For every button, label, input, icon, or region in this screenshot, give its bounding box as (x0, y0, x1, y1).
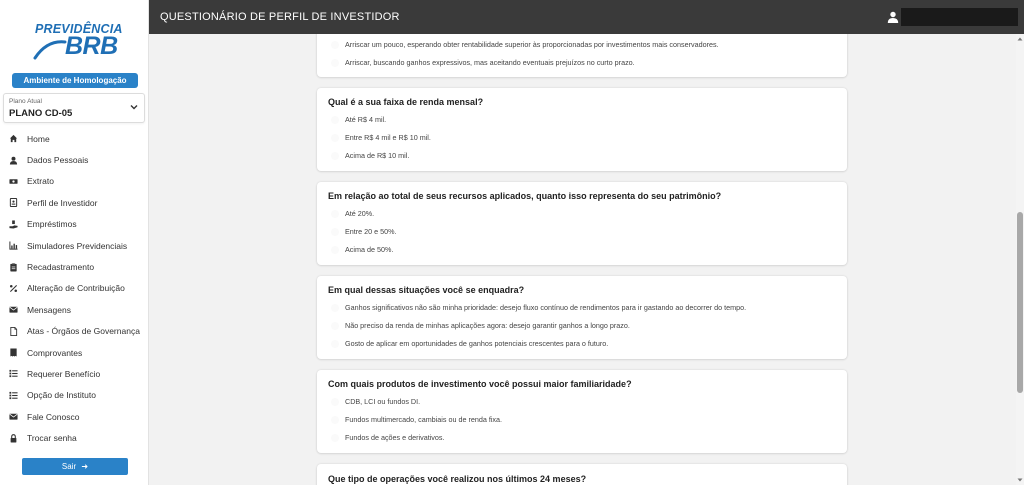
question-card (317, 182, 847, 265)
question-card (317, 34, 847, 77)
receipt-icon (9, 348, 18, 357)
previdencia-brb-logo (33, 20, 123, 66)
radio-button[interactable] (331, 152, 339, 160)
home-icon (9, 134, 18, 143)
option-text: Arriscar, buscando ganhos expressivos, mas aceitando eventuais prejuízos no curto prazo. (345, 58, 635, 67)
page-title: QUESTIONÁRIO DE PERFIL DE INVESTIDOR (160, 11, 400, 23)
list-icon (9, 391, 18, 400)
radio-button[interactable] (331, 246, 339, 254)
sidebar-item-label: Mensagens (27, 304, 71, 315)
sidebar-item-label: Empréstimos (27, 219, 77, 230)
option-text: Até R$ 4 mil. (345, 115, 387, 124)
money-icon (9, 177, 18, 186)
sidebar-item-perfil-de-investidor[interactable] (0, 192, 149, 213)
sidebar-item-label: Home (27, 133, 50, 144)
sidebar-item-atas-orgaos-de-governanca[interactable] (0, 321, 149, 342)
option-text: Até 20%. (345, 209, 375, 218)
option-text: Ganhos significativos não são minha prioridade: desejo fluxo contínuo de rendimentos para ir gastando ao decorrer do tempo. (345, 303, 747, 312)
radio-button[interactable] (331, 116, 339, 124)
question-card (317, 88, 847, 171)
id-card-icon (9, 198, 18, 207)
logout-label: Sair (61, 462, 77, 471)
radio-button[interactable] (331, 416, 339, 424)
sidebar-item-trocar-senha[interactable] (0, 427, 149, 448)
answer-option[interactable] (331, 303, 746, 312)
plan-label: Plano Atual (9, 98, 42, 105)
option-text: Entre 20 e 50%. (345, 227, 397, 236)
clipboard-icon (9, 263, 18, 272)
radio-button[interactable] (331, 434, 339, 442)
answer-option[interactable] (331, 245, 393, 254)
sidebar-item-dados-pessoais[interactable] (0, 149, 149, 170)
logo-line2: BRB (65, 32, 118, 60)
question-card (317, 370, 847, 453)
logout-button[interactable] (22, 458, 128, 475)
sidebar-item-label: Perfil de Investidor (27, 197, 98, 208)
sidebar-item-opcao-de-instituto[interactable] (0, 385, 149, 406)
sidebar-menu (0, 128, 149, 449)
lock-icon (9, 434, 18, 443)
sidebar-item-extrato[interactable] (0, 171, 149, 192)
plan-value: PLANO CD-05 (9, 108, 73, 119)
option-text: CDB, LCI ou fundos DI. (345, 397, 421, 406)
logo-line1: PREVIDÊNCIA (35, 22, 123, 36)
sidebar-item-label: Recadastramento (27, 262, 95, 273)
chart-icon (9, 241, 18, 250)
question-title: Em relação ao total de seus recursos aplicados, quanto isso representa do seu patrimônio? (328, 191, 722, 201)
sidebar-item-label: Extrato (27, 176, 54, 187)
logo-swoosh-icon (33, 36, 67, 62)
user-icon (9, 156, 18, 165)
sidebar-item-simuladores-previdenciais[interactable] (0, 235, 149, 256)
option-text: Acima de 50%. (345, 245, 394, 254)
sidebar-item-label: Alteração de Contribuição (27, 283, 125, 294)
sidebar-item-alteracao-de-contribuicao[interactable] (0, 278, 149, 299)
answer-option[interactable] (331, 433, 445, 442)
radio-button[interactable] (331, 398, 339, 406)
scroll-up-arrow-icon[interactable] (1017, 36, 1023, 42)
hand-money-icon (9, 220, 18, 229)
answer-option[interactable] (331, 115, 386, 124)
sidebar-item-label: Trocar senha (27, 433, 77, 444)
sidebar-item-label: Requerer Benefício (27, 368, 101, 379)
option-text: Fundos multimercado, cambiais ou de renda fixa. (345, 415, 503, 424)
answer-option[interactable] (331, 209, 374, 218)
sidebar-item-mensagens[interactable] (0, 299, 149, 320)
radio-button[interactable] (331, 210, 339, 218)
document-icon (9, 327, 18, 336)
sign-out-icon: ➜ (81, 462, 89, 471)
answer-option[interactable] (331, 151, 409, 160)
radio-button[interactable] (331, 41, 339, 49)
radio-button[interactable] (331, 322, 339, 330)
sidebar-item-label: Fale Conosco (27, 411, 80, 422)
option-text: Não preciso da renda de minhas aplicações agora: desejo garantir ganhos a longo prazo. (345, 321, 630, 330)
chevron-down-icon (129, 102, 139, 112)
envelope-icon (9, 305, 18, 314)
question-card (317, 276, 847, 359)
sidebar-item-comprovantes[interactable] (0, 342, 149, 363)
sidebar-item-label: Atas - Órgãos de Governança (27, 326, 140, 337)
answer-option[interactable] (331, 58, 635, 67)
question-title: Com quais produtos de investimento você possui maior familiaridade? (328, 379, 632, 389)
scrollbar-thumb[interactable] (1017, 212, 1023, 393)
questionnaire-content (149, 34, 1024, 485)
sidebar-item-label: Opção de Instituto (27, 390, 96, 401)
radio-button[interactable] (331, 340, 339, 348)
envelope-icon (9, 412, 18, 421)
sidebar-item-emprestimos[interactable] (0, 214, 149, 235)
list-icon (9, 369, 18, 378)
user-name-redacted[interactable] (901, 8, 1018, 26)
percent-icon (9, 284, 18, 293)
scroll-down-arrow-icon[interactable] (1017, 477, 1023, 483)
question-title: Que tipo de operações você realizou nos últimos 24 meses? (328, 474, 587, 484)
radio-button[interactable] (331, 228, 339, 236)
plan-selector[interactable] (3, 93, 145, 123)
question-title: Em qual dessas situações você se enquadra? (328, 285, 525, 295)
option-text: Entre R$ 4 mil e R$ 10 mil. (345, 133, 431, 142)
answer-option[interactable] (331, 321, 630, 330)
sidebar-item-label: Comprovantes (27, 347, 83, 358)
answer-option[interactable] (331, 397, 420, 406)
radio-button[interactable] (331, 134, 339, 142)
sidebar-item-fale-conosco[interactable] (0, 406, 149, 427)
top-bar (149, 0, 1024, 34)
radio-button[interactable] (331, 304, 339, 312)
answer-option[interactable] (331, 133, 431, 142)
sidebar-item-requerer-beneficio[interactable] (0, 363, 149, 384)
user-icon[interactable] (887, 11, 899, 23)
answer-option[interactable] (331, 227, 397, 236)
answer-option[interactable] (331, 415, 502, 424)
question-title: Qual é a sua faixa de renda mensal? (328, 97, 484, 107)
sidebar-item-home[interactable] (0, 128, 149, 149)
environment-badge: Ambiente de Homologação (12, 73, 138, 88)
sidebar-item-label: Dados Pessoais (27, 155, 89, 166)
radio-button[interactable] (331, 59, 339, 67)
sidebar (0, 0, 149, 485)
option-text: Gosto de aplicar em oportunidades de ganhos potenciais crescentes para o futuro. (345, 339, 609, 348)
answer-option[interactable] (331, 339, 608, 348)
answer-option[interactable] (331, 40, 719, 49)
option-text: Acima de R$ 10 mil. (345, 151, 410, 160)
option-text: Fundos de ações e derivativos. (345, 433, 445, 442)
question-card (317, 464, 847, 485)
sidebar-item-recadastramento[interactable] (0, 256, 149, 277)
option-text: Arriscar um pouco, esperando obter rentabilidade superior às proporcionadas por investimentos mais conservadores. (345, 40, 719, 49)
sidebar-item-label: Simuladores Previdenciais (27, 240, 128, 251)
